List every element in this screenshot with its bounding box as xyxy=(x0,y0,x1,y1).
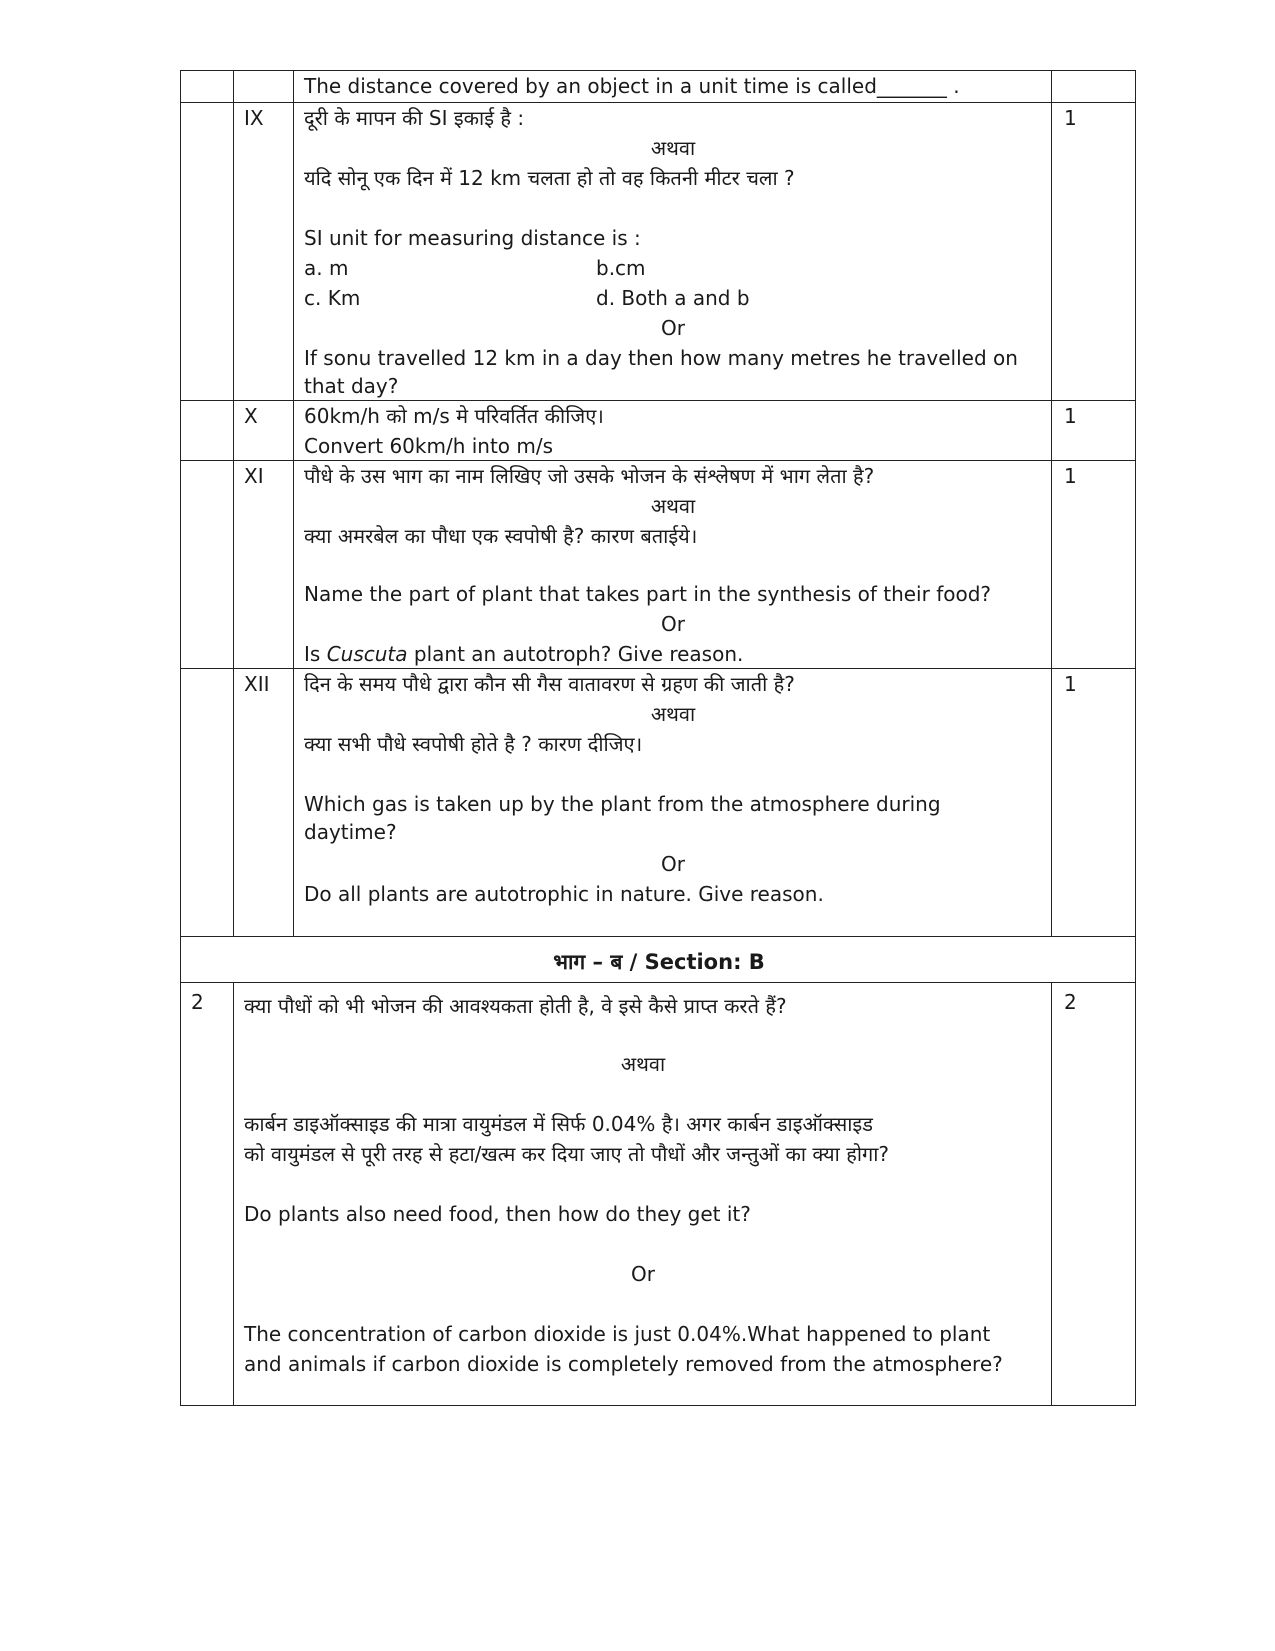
english-alternative-line1: The concentration of carbon dioxide is just 0.04%.What happened to plant xyxy=(244,1322,991,1346)
question-number: 2 xyxy=(191,990,204,1014)
or-label: Or xyxy=(661,316,685,340)
marks: 1 xyxy=(1064,404,1077,428)
hindi-question: दिन के समय पौधे द्वारा कौन सी गैस वातावरण से ग्रहण की जाती है? xyxy=(304,672,795,696)
question-row-2 xyxy=(180,982,1136,1406)
hindi-question: 60km/h को m/s मे परिवर्तित कीजिए। xyxy=(304,404,604,428)
athva-label: अथवा xyxy=(620,1052,666,1076)
marks: 1 xyxy=(1064,106,1077,130)
english-alternative-line2: that day? xyxy=(304,374,399,398)
option-d: d. Both a and b xyxy=(596,286,750,310)
question-text: The distance covered by an object in a unit time is called_______ . xyxy=(304,74,960,98)
question-number: IX xyxy=(244,106,264,130)
hindi-question: क्या पौधों को भी भोजन की आवश्यकता होती है, वे इसे कैसे प्राप्त करते हैं? xyxy=(244,994,787,1018)
english-alternative: Do all plants are autotrophic in nature. Give reason. xyxy=(304,882,824,906)
section-title: भाग – ब / Section: B xyxy=(553,950,765,974)
english-question-line2: daytime? xyxy=(304,820,397,844)
marks: 1 xyxy=(1064,464,1077,488)
option-a: a. m xyxy=(304,256,349,280)
hindi-alternative: यदि सोनू एक दिन में 12 km चलता हो तो वह कितनी मीटर चला ? xyxy=(304,166,795,190)
question-number: XI xyxy=(244,464,264,488)
or-label: Or xyxy=(661,852,685,876)
english-question: SI unit for measuring distance is : xyxy=(304,226,641,250)
hindi-question: पौधे के उस भाग का नाम लिखिए जो उसके भोजन के संश्लेषण में भाग लेता है? xyxy=(304,464,875,488)
english-question: Convert 60km/h into m/s xyxy=(304,434,554,458)
hindi-alternative-line2: को वायुमंडल से पूरी तरह से हटा/खत्म कर दिया जाए तो पौधों और जन्तुओं का क्या होगा? xyxy=(244,1142,890,1166)
section-header-row xyxy=(180,936,1136,982)
athva-label: अथवा xyxy=(650,494,696,518)
english-alternative-line2: and animals if carbon dioxide is completely removed from the atmosphere? xyxy=(244,1352,1003,1376)
or-label: Or xyxy=(631,1262,655,1286)
marks: 1 xyxy=(1064,672,1077,696)
hindi-alternative: क्या अमरबेल का पौधा एक स्वपोषी है? कारण बताईये। xyxy=(304,524,698,548)
species-name: Cuscuta xyxy=(326,642,408,666)
english-alternative: Is Cuscuta plant an autotroph? Give reason. xyxy=(304,642,744,666)
hindi-alternative: क्या सभी पौधे स्वपोषी होते है ? कारण दीजिए। xyxy=(304,732,643,756)
question-row-continuation xyxy=(180,70,1136,102)
or-label: Or xyxy=(661,612,685,636)
question-number: XII xyxy=(244,672,270,696)
question-number: X xyxy=(244,404,258,428)
hindi-alternative-line1: कार्बन डाइऑक्साइड की मात्रा वायुमंडल में सिर्फ 0.04% है। अगर कार्बन डाइऑक्साइड xyxy=(244,1112,873,1136)
question-row-xi xyxy=(180,460,1136,668)
english-alternative-line1: If sonu travelled 12 km in a day then how many metres he travelled on xyxy=(304,346,1018,370)
question-row-x xyxy=(180,400,1136,460)
question-row-ix xyxy=(180,102,1136,400)
option-c: c. Km xyxy=(304,286,361,310)
english-question: Name the part of plant that takes part in the synthesis of their food? xyxy=(304,582,992,606)
hindi-question: दूरी के मापन की SI इकाई है : xyxy=(304,106,525,130)
english-question-line1: Which gas is taken up by the plant from the atmosphere during xyxy=(304,792,941,816)
marks: 2 xyxy=(1064,990,1077,1014)
athva-label: अथवा xyxy=(650,136,696,160)
option-b: b.cm xyxy=(596,256,646,280)
athva-label: अथवा xyxy=(650,702,696,726)
question-row-xii xyxy=(180,668,1136,936)
english-question: Do plants also need food, then how do they get it? xyxy=(244,1202,751,1226)
